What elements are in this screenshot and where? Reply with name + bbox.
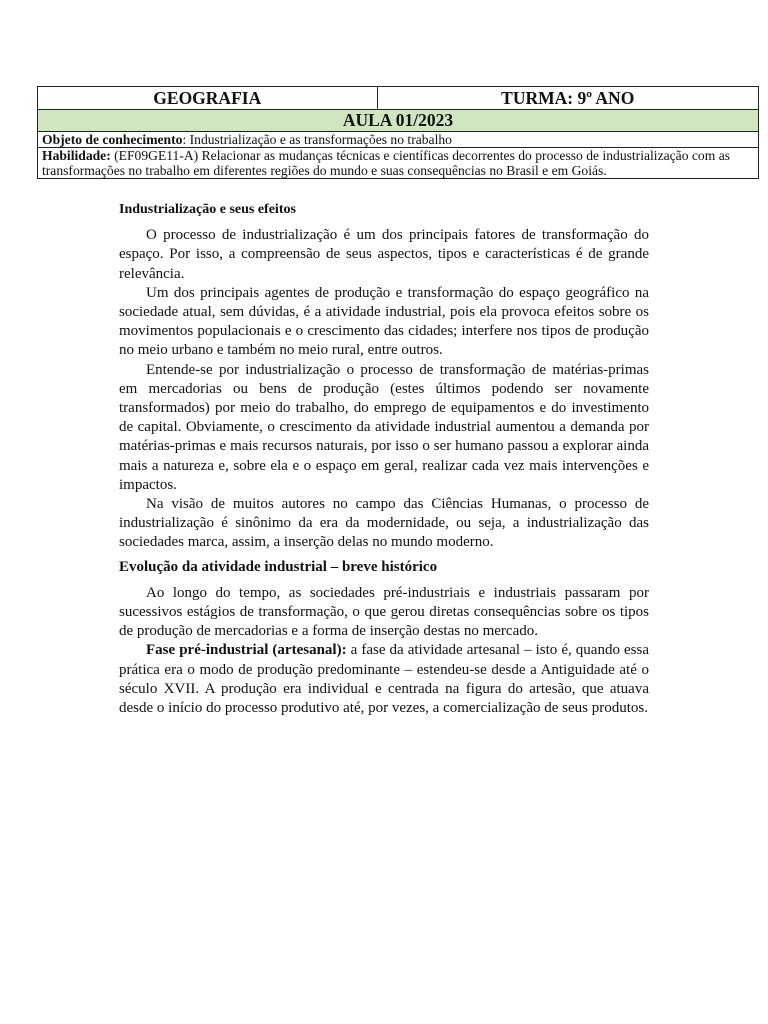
paragraph: Entende-se por industrialização o processo de transformação de matérias-primas em mercadorias ou bens de produção (estes últimos podendo ser novamente transformados) por meio do trabalho, do emprego de equipamentos e do investimento de capital. Obviamente, o crescimento da atividade industrial aumentou a demanda por matérias-primas e mais recursos naturais, por isso o ser humano passou a explorar ainda mais a natureza e, sobre ela e o espaço em geral, realizar cada vez mais intervenções e impactos. <box>119 361 649 493</box>
phase-paragraph <box>119 641 649 718</box>
paragraph: Ao longo do tempo, as sociedades pré-industriais e industriais passaram por sucessivos estágios de transformação, o que gerou diretas consequências sobre os tipos de produção de mercadorias e a forma de inserção destas no mercado. <box>119 584 649 640</box>
paragraph: O processo de industrialização é um dos principais fatores de transformação do espaço. Por isso, a compreensão de seus aspectos, tipos e características é de grande relevância. <box>119 227 649 282</box>
objeto-cell <box>38 132 759 148</box>
header-table <box>37 86 759 179</box>
lesson-cell <box>38 110 759 132</box>
paragraph: Um dos principais agentes de produção e transformação do espaço geográfico na sociedade atual, sem dúvidas, é a atividade industrial, pois ela provoca efeitos sobre os movimentos populacionais e o crescimento das cidades; interfere nos tipos de produção no meio urbano e também no meio rural, entre outros. <box>119 284 649 359</box>
lesson-label: AULA 01/2023 <box>342 110 454 130</box>
class-cell <box>377 87 759 110</box>
habilidade-label: Habilidade: <box>42 148 111 163</box>
objeto-label: Objeto de conhecimento <box>42 132 183 147</box>
document-body <box>119 200 649 718</box>
subject-cell <box>38 87 378 110</box>
section-heading: Evolução da atividade industrial – breve histórico <box>119 558 438 575</box>
objeto-text: : Industrialização e as transformações no trabalho <box>182 132 452 147</box>
habilidade-text: (EF09GE11-A) Relacionar as mudanças técnicas e científicas decorrentes do processo de industrialização com as transformações no trabalho em diferentes regiões do mundo e suas consequências no Brasil e em Goiás. <box>42 148 731 178</box>
phase-text: a fase da atividade artesanal – isto é, quando essa prática era o modo de produção predominante – estendeu-se desde a Antiguidade até o século XVII. A produção era individual e centrada na figura do artesão, que atuava desde o início do processo produtivo até, por vezes, a comercialização de seus produtos. <box>119 642 649 717</box>
paragraph: Na visão de muitos autores no campo das Ciências Humanas, o processo de industrialização é sinônimo da era da modernidade, ou seja, a industrialização das sociedades marca, assim, a inserção delas no mundo moderno. <box>119 496 649 551</box>
subject-title: GEOGRAFIA <box>153 87 262 108</box>
phase-label: Fase pré-industrial (artesanal): <box>146 642 347 659</box>
section-title: Industrialização e seus efeitos <box>119 202 296 217</box>
class-label: TURMA: 9º ANO <box>501 87 635 108</box>
habilidade-cell <box>38 148 759 179</box>
